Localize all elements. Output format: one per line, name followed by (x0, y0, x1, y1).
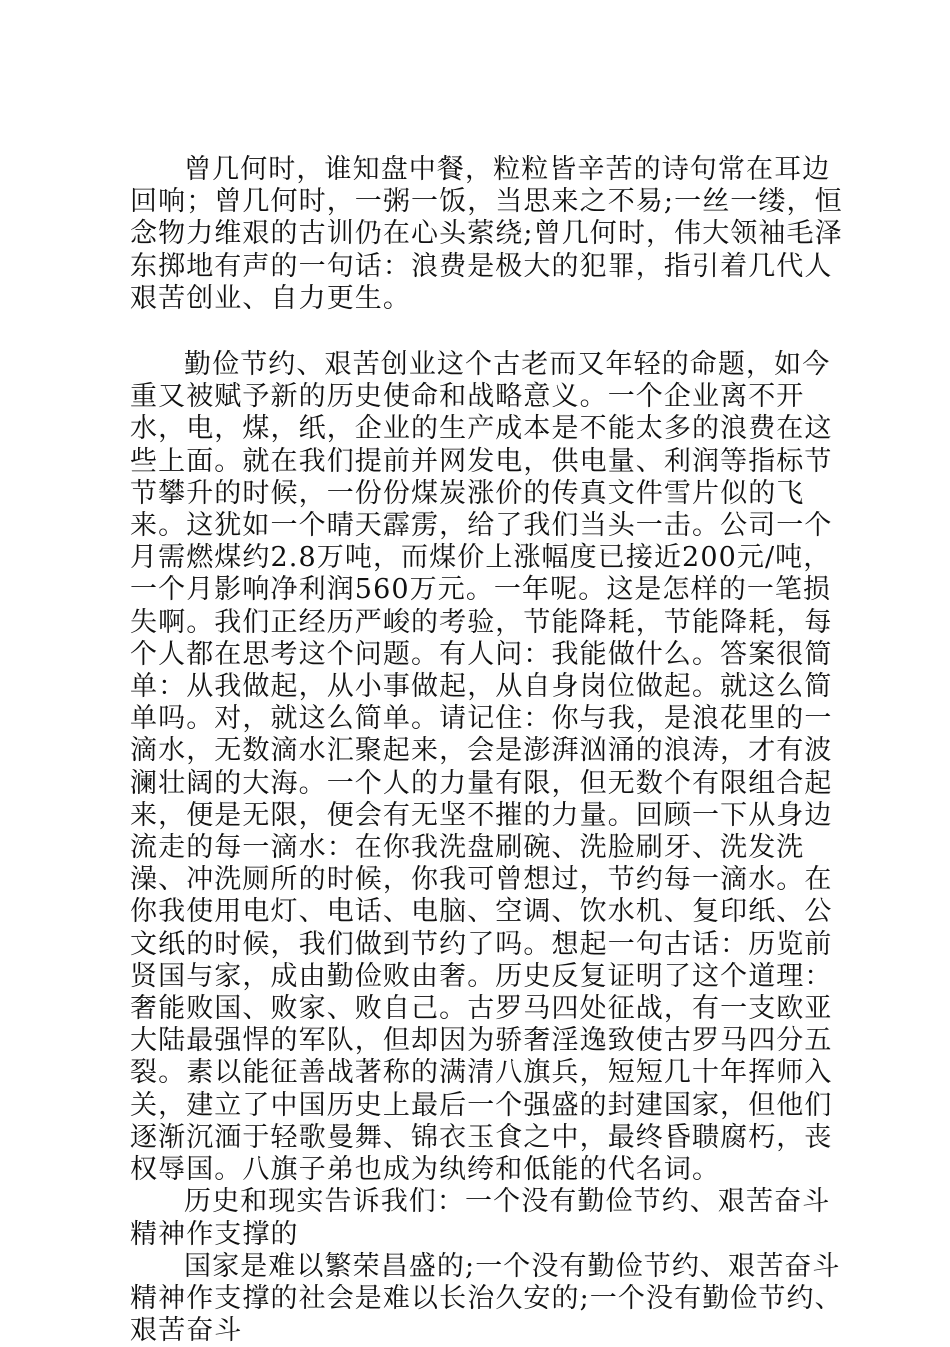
paragraph-4: 国家是难以繁荣昌盛的;一个没有勤俭节约、艰苦奋斗精神作支撑的社会是难以长治久安的;一个没有勤俭节约、艰苦奋斗 (130, 1250, 843, 1347)
paragraph-3: 历史和现实告诉我们：一个没有勤俭节约、艰苦奋斗精神作支撑的 (130, 1186, 831, 1250)
paragraph-2: 勤俭节约、艰苦创业这个古老而又年轻的命题，如今重又被赋予新的历史使命和战略意义。一个企业离不开水，电，煤，纸，企业的生产成本是不能太多的浪费在这些上面。就在我们提前并网发电，供电量、利润等指标节节攀升的时候，一份份煤炭涨价的传真文件雪片似的飞来。这犹如一个晴天霹雳，给了我们当头一击。公司一个月需燃煤约2.8万吨，而煤价上涨幅度已接近200元/吨，一个月影响净利润560万元。一年呢。这是怎样的一笔损失啊。我们正经历严峻的考验，节能降耗，节能降耗，每个人都在思考这个问题。有人问：我能做什么。答案很简单：从我做起，从小事做起，从自身岗位做起。就这么简单吗。对，就这么简单。请记住：你与我，是浪花里的一滴水，无数滴水汇聚起来，会是澎湃汹涌的浪涛，才有波澜壮阔的大海。一个人的力量有限，但无数个有限组合起来，便是无限，便会有无坚不摧的力量。回顾一下从身边流走的每一滴水：在你我洗盘刷碗、洗脸刷牙、洗发洗澡、冲洗厕所的时候，你我可曾想过，节约每一滴水。在你我使用电灯、电话、电脑、空调、饮水机、复印纸、公文纸的时候，我们做到节约了吗。想起一句古话：历览前贤国与家，成由勤俭败由奢。历史反复证明了这个道理：奢能败国、败家、败自己。古罗马四处征战，有一支欧亚大陆最强悍的军队，但却因为骄奢淫逸致使古罗马四分五裂。素以能征善战著称的满清八旗兵，短短几十年挥师入关，建立了中国历史上最后一个强盛的封建国家，但他们逐渐沉湎于轻歌曼舞、锦衣玉食之中，最终昏聩腐朽，丧权辱国。八旗子弟也成为纨绔和低能的代名词。 (130, 349, 833, 1186)
paragraph-spacer (130, 315, 854, 349)
paragraph-1: 曾几何时，谁知盘中餐，粒粒皆辛苦的诗句常在耳边回响；曾几何时，一粥一饭，当思来之不易;一丝一缕，恒念物力维艰的古训仍在心头萦绕;曾几何时，伟大领袖毛泽东掷地有声的一句话：浪费是极大的犯罪，指引着几代人艰苦创业、自力更生。 (130, 154, 843, 314)
document-body (130, 154, 854, 1347)
